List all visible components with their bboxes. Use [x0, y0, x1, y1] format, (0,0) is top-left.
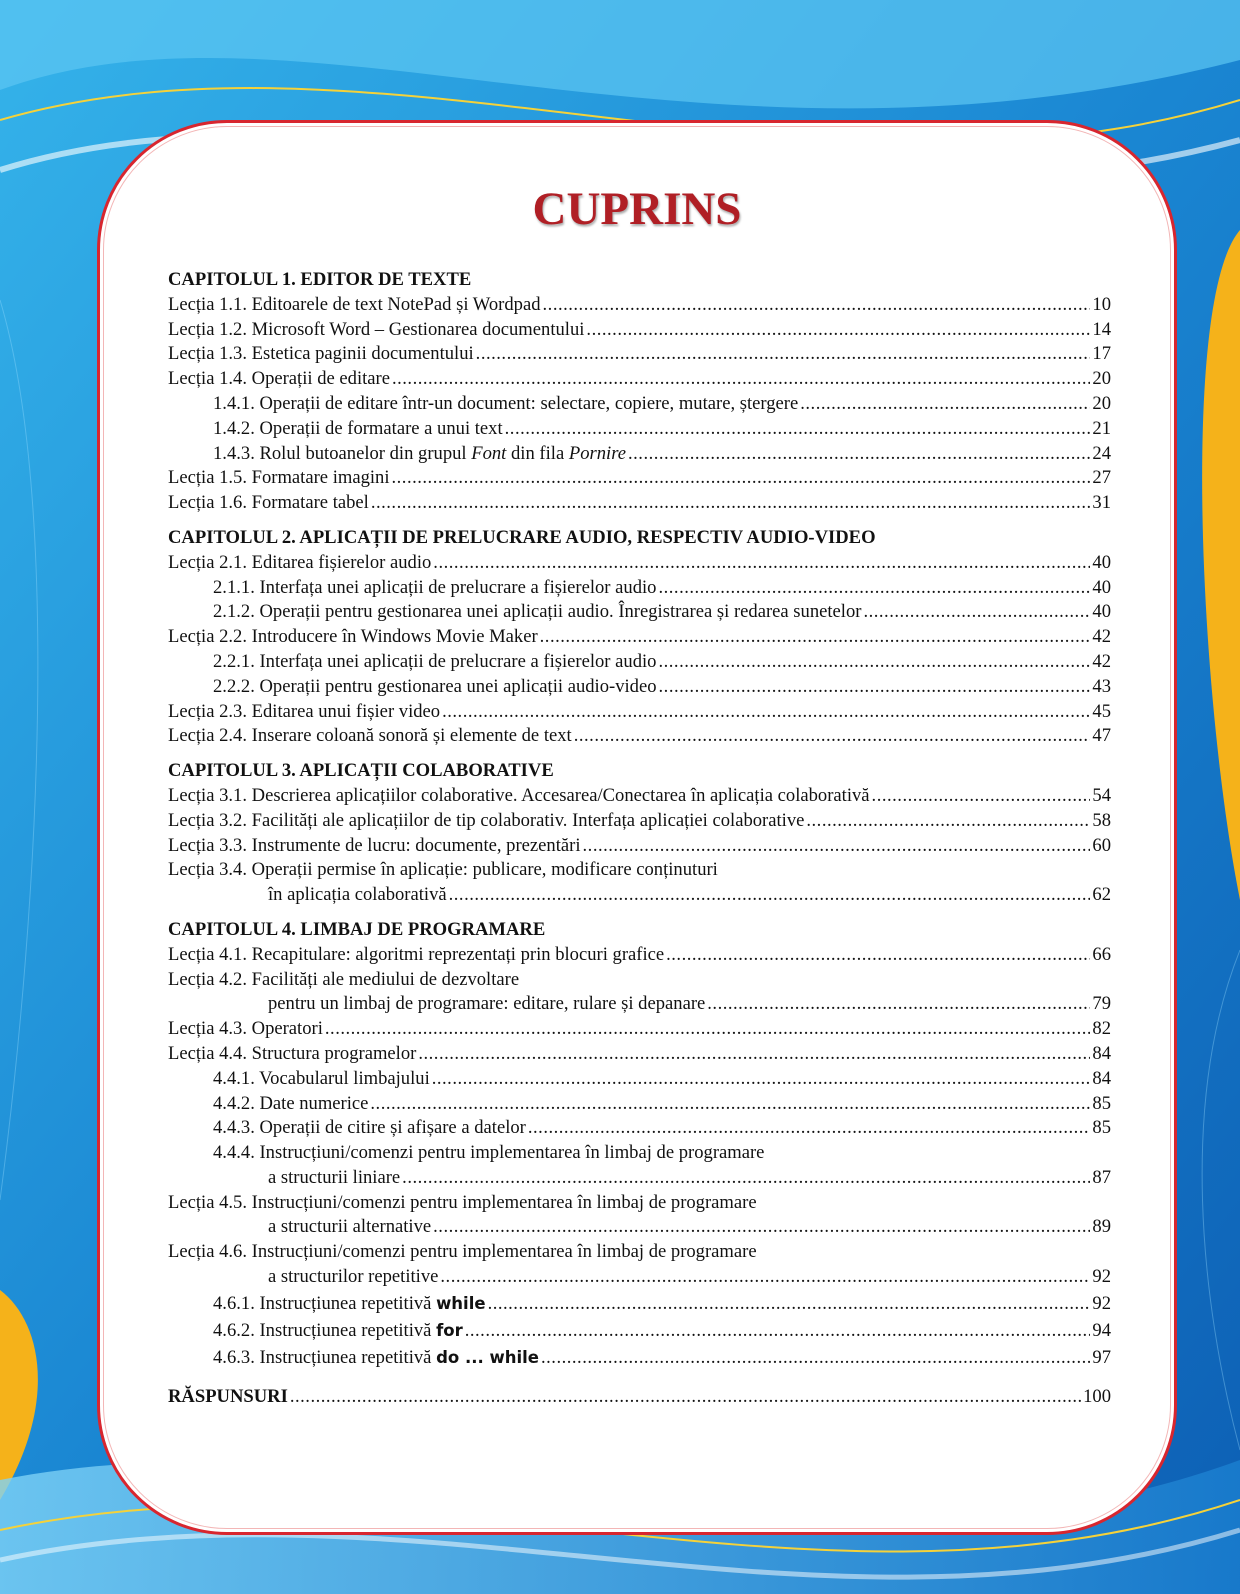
toc-subentry[interactable]: 2.2.2. Operații pentru gestionarea unei aplicații audio-video ..... 43	[168, 675, 1111, 700]
chapter-3	[168, 759, 1111, 908]
toc-entry-line1[interactable]: Lecția 3.4. Operații permise în aplicație: publicare, modificare conținuturi	[168, 859, 718, 881]
toc-subentry[interactable]: 4.6.2. Instrucțiunea repetitivă for ..... 94	[168, 1317, 1111, 1344]
toc-subentry-line1[interactable]: 4.4.4. Instrucțiuni/comenzi pentru implementarea în limbaj de programare	[213, 1142, 765, 1164]
toc-subentry[interactable]: 4.4.2. Date numerice ..... 85	[168, 1092, 1111, 1117]
toc-subentry[interactable]: 1.4.3. Rolul butoanelor din grupul Font din fila Pornire ..... 24	[168, 442, 1111, 467]
toc-subentry[interactable]: 4.6.1. Instrucțiunea repetitivă while ..... 92	[168, 1290, 1111, 1317]
toc-entry[interactable]: Lecția 3.1. Descrierea aplicațiilor colaborative. Accesarea/Conectarea în aplicația colaborativă ..... 54	[168, 784, 1111, 809]
toc-subentry[interactable]: 4.6.3. Instrucțiunea repetitivă do ... while ..... 97	[168, 1344, 1111, 1371]
chapter-title: CAPITOLUL 2. APLICAȚII DE PRELUCRARE AUDIO, RESPECTIV AUDIO-VIDEO	[168, 526, 876, 548]
toc-entry[interactable]: pentru un limbaj de programare: editare, rulare și depanare ..... 79	[168, 992, 1111, 1017]
toc-entry[interactable]: Lecția 4.3. Operatori ..... 82	[168, 1017, 1111, 1042]
toc-subentry[interactable]: 1.4.1. Operații de editare într-un document: selectare, copiere, mutare, ștergere ..... 20	[168, 392, 1111, 417]
toc-entry-line1[interactable]: Lecția 4.5. Instrucțiuni/comenzi pentru implementarea în limbaj de programare	[168, 1191, 757, 1213]
toc-subentry[interactable]: 2.1.1. Interfața unei aplicații de prelucrare a fișierelor audio ..... 40	[168, 576, 1111, 601]
chapter-title: CAPITOLUL 3. APLICAȚII COLABORATIVE	[168, 760, 554, 782]
toc-entry-line1[interactable]: Lecția 4.6. Instrucțiuni/comenzi pentru implementarea în limbaj de programare	[168, 1241, 757, 1263]
toc-entry[interactable]: Lecția 4.1. Recapitulare: algoritmi reprezentați prin blocuri grafice ..... 66	[168, 943, 1111, 968]
toc-entry[interactable]: a structurilor repetitive ..... 92	[168, 1265, 1111, 1290]
toc-subentry[interactable]: a structurii liniare ..... 87	[168, 1166, 1111, 1191]
code-keyword: while	[436, 1293, 486, 1313]
toc-answers[interactable]: RĂSPUNSURI ..... 100	[168, 1385, 1111, 1410]
chapter-1	[168, 268, 1111, 516]
chapter-title: CAPITOLUL 4. LIMBAJ DE PROGRAMARE	[168, 918, 546, 940]
toc-entry[interactable]: Lecția 1.6. Formatare tabel ..... 31	[168, 491, 1111, 516]
toc-entry[interactable]: Lecția 2.2. Introducere în Windows Movie Maker ..... 42	[168, 625, 1111, 650]
chapter-2	[168, 526, 1111, 749]
toc-entry[interactable]: Lecția 2.3. Editarea unui fișier video ..... 45	[168, 700, 1111, 725]
toc-entry-line1[interactable]: Lecția 4.2. Facilități ale mediului de dezvoltare	[168, 968, 520, 990]
toc-entry[interactable]: Lecția 2.1. Editarea fișierelor audio ..... 40	[168, 551, 1111, 576]
toc-subentry[interactable]: 2.1.2. Operații pentru gestionarea unei aplicații audio. Înregistrarea și redarea sunetelor ..... 40	[168, 600, 1111, 625]
toc-entry[interactable]: Lecția 1.3. Estetica paginii documentului ..... 17	[168, 342, 1111, 367]
chapter-title: CAPITOLUL 1. EDITOR DE TEXTE	[168, 269, 472, 290]
toc-subentry[interactable]: 4.4.1. Vocabularul limbajului ..... 84	[168, 1067, 1111, 1092]
toc-entry[interactable]: a structurii alternative ..... 89	[168, 1215, 1111, 1240]
toc-entry[interactable]: Lecția 1.5. Formatare imagini ..... 27	[168, 466, 1111, 491]
toc-entry[interactable]: în aplicația colaborativă ..... 62	[168, 883, 1111, 908]
table-of-contents	[168, 268, 1111, 1410]
page-title: CUPRINS	[532, 183, 742, 235]
chapter-4	[168, 918, 1111, 1371]
toc-entry[interactable]: Lecția 3.2. Facilități ale aplicațiilor de tip colaborativ. Interfața aplicației colaborative ..... 58	[168, 809, 1111, 834]
toc-subentry[interactable]: 1.4.2. Operații de formatare a unui text ..... 21	[168, 417, 1111, 442]
toc-subentry[interactable]: 2.2.1. Interfața unei aplicații de prelucrare a fișierelor audio ..... 42	[168, 650, 1111, 675]
toc-entry[interactable]: Lecția 4.4. Structura programelor ..... 84	[168, 1042, 1111, 1067]
toc-subentry[interactable]: 4.4.3. Operații de citire și afișare a datelor ..... 85	[168, 1116, 1111, 1141]
code-keyword: for	[436, 1320, 463, 1340]
toc-entry[interactable]: Lecția 1.1. Editoarele de text NotePad și Wordpad ..... 10	[168, 293, 1111, 318]
toc-entry[interactable]: Lecția 3.3. Instrumente de lucru: documente, prezentări ..... 60	[168, 834, 1111, 859]
toc-entry[interactable]: Lecția 1.4. Operații de editare ..... 20	[168, 367, 1111, 392]
toc-entry[interactable]: Lecția 1.2. Microsoft Word – Gestionarea documentului ..... 14	[168, 318, 1111, 343]
toc-entry[interactable]: Lecția 2.4. Inserare coloană sonoră și elemente de text ..... 47	[168, 724, 1111, 749]
code-keyword: do ... while	[436, 1347, 539, 1367]
